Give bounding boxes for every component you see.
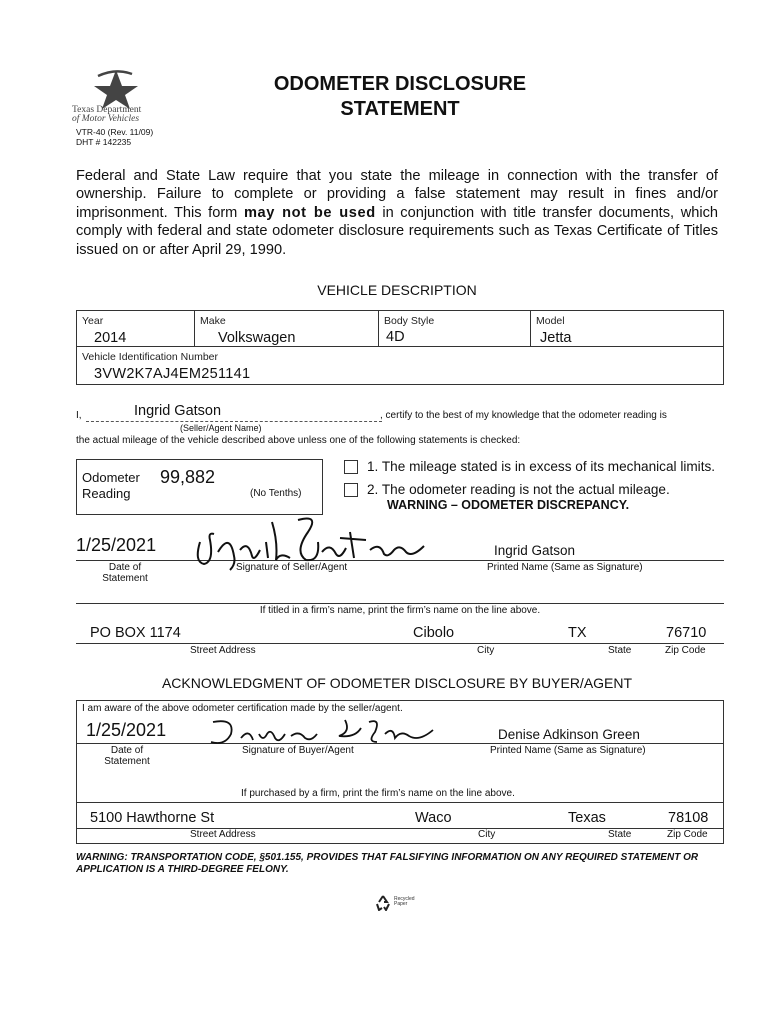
recycled-label [394, 897, 415, 907]
seller-date-value[interactable]: 1/25/2021 [76, 535, 157, 555]
buyer-city-value[interactable]: Waco [415, 810, 452, 826]
odometer-label-line2: Reading [82, 486, 131, 501]
seller-name-field[interactable]: Ingrid Gatson [134, 403, 222, 419]
buyer-street-caption: Street Address [190, 829, 256, 840]
recycled-label-line1: Recycled [394, 896, 415, 902]
buyer-state-caption: State [608, 829, 632, 840]
mechanical-limits-checkbox[interactable] [344, 460, 358, 474]
body-style-value[interactable]: 4D [386, 329, 405, 345]
agency-name-line1: Texas Department [72, 105, 142, 115]
mechanical-limits-label: 1. The mileage stated is in excess of its mechanical limits. [367, 459, 716, 474]
cert-prefix: I, [76, 410, 82, 421]
intro-bold: may not be used [243, 204, 376, 221]
intro-text-1: Federal and State Law require that you state the mileage in connection with the transfer of ownership. Failure to complete or providing a false statement may result in fines and/or imprisonment. This form [76, 168, 718, 221]
cert-line2: the actual mileage of the vehicle described above unless one of the following statements is checked: [76, 435, 521, 446]
year-value[interactable]: 2014 [94, 330, 127, 346]
buyer-printed-name[interactable]: Denise Adkinson Green [498, 727, 640, 742]
model-value[interactable]: Jetta [540, 330, 572, 346]
star-logo-icon [70, 68, 162, 110]
agency-name-line2: of Motor Vehicles [72, 114, 140, 124]
seller-printed-name[interactable]: Ingrid Gatson [494, 543, 576, 558]
buyer-firm-note: If purchased by a firm, print the firm’s name on the line above. [241, 788, 515, 799]
seller-city-value[interactable]: Cibolo [413, 625, 455, 641]
seller-zip-caption: Zip Code [665, 645, 706, 656]
make-value[interactable]: Volkswagen [218, 330, 296, 346]
buyer-date-caption [92, 745, 162, 767]
recycle-icon [374, 895, 392, 911]
seller-city-caption: City [477, 645, 495, 656]
recycled-label-line2: Paper [394, 901, 408, 907]
seller-street-value[interactable]: PO BOX 1174 [90, 625, 181, 641]
seller-date-caption-line2: Statement [102, 573, 148, 584]
cert-suffix: , certify to the best of my knowledge that the odometer reading is [380, 410, 667, 421]
seller-zip-value[interactable]: 76710 [666, 625, 707, 641]
seller-street-caption: Street Address [190, 645, 256, 656]
vin-value[interactable]: 3VW2K7AJ4EM251141 [94, 366, 251, 382]
buyer-zip-caption: Zip Code [667, 829, 708, 840]
make-label: Make [200, 315, 226, 327]
felony-warning: WARNING: TRANSPORTATION CODE, §501.155, PROVIDES THAT FALSIFYING INFORMATION ON ANY REQUIRED STATEMENT OR APPLICATION IS A THIRD-DEGREE FELONY. [76, 852, 699, 875]
page-title-line2: STATEMENT [340, 98, 460, 120]
form-number: VTR-40 (Rev. 11/09) [76, 127, 154, 137]
seller-signature-caption: Signature of Seller/Agent [236, 562, 348, 573]
odometer-reading-value[interactable]: 99,882 [160, 467, 216, 487]
buyer-city-caption: City [478, 829, 496, 840]
seller-printed-caption: Printed Name (Same as Signature) [487, 562, 643, 573]
buyer-printed-caption: Printed Name (Same as Signature) [490, 745, 646, 756]
seller-date-caption [90, 562, 160, 584]
txdmv-logo [70, 68, 162, 128]
seller-name-caption: (Seller/Agent Name) [180, 423, 262, 433]
not-actual-mileage-label: 2. The odometer reading is not the actual mileage. [367, 482, 670, 497]
buyer-aware-text: I am aware of the above odometer certification made by the seller/agent. [82, 703, 403, 714]
vehicle-section-title: VEHICLE DESCRIPTION [317, 282, 477, 298]
seller-firm-note: If titled in a firm’s name, print the firm’s name on the line above. [259, 605, 541, 616]
not-actual-mileage-checkbox[interactable] [344, 483, 358, 497]
buyer-date-caption-line1: Date of [110, 745, 144, 756]
body-style-label: Body Style [384, 315, 435, 327]
buyer-zip-value[interactable]: 78108 [668, 810, 709, 826]
buyer-street-value[interactable]: 5100 Hawthorne St [90, 810, 215, 826]
page-title-line1: ODOMETER DISCLOSURE [273, 73, 527, 95]
seller-state-caption: State [608, 645, 632, 656]
no-tenths-caption: (No Tenths) [250, 488, 302, 499]
vin-label: Vehicle Identification Number [82, 351, 218, 363]
dht-number: DHT # 142235 [76, 137, 132, 147]
intro-paragraph [76, 167, 718, 259]
seller-state-value[interactable]: TX [568, 625, 587, 641]
recycled-paper-mark [374, 895, 424, 915]
discrepancy-warning: WARNING – ODOMETER DISCREPANCY. [387, 498, 630, 512]
buyer-date-value[interactable]: 1/25/2021 [86, 720, 167, 740]
buyer-section-title: ACKNOWLEDGMENT OF ODOMETER DISCLOSURE BY BUYER/AGENT [161, 675, 633, 691]
intro-text-2: in conjunction with title transfer documents, which comply with federal and state odometer disclosure requirements such as Texas Certificate of Titles issued on or after April 29, 1990. [76, 204, 718, 258]
odometer-label-line1: Odometer [82, 470, 140, 485]
seller-date-caption-line1: Date of [108, 562, 142, 573]
buyer-state-value[interactable]: Texas [568, 810, 606, 826]
year-label: Year [82, 315, 104, 327]
model-label: Model [536, 315, 565, 327]
page-title [220, 72, 580, 122]
buyer-signature-caption: Signature of Buyer/Agent [242, 745, 354, 756]
buyer-date-caption-line2: Statement [104, 756, 150, 767]
odometer-label [82, 470, 140, 502]
